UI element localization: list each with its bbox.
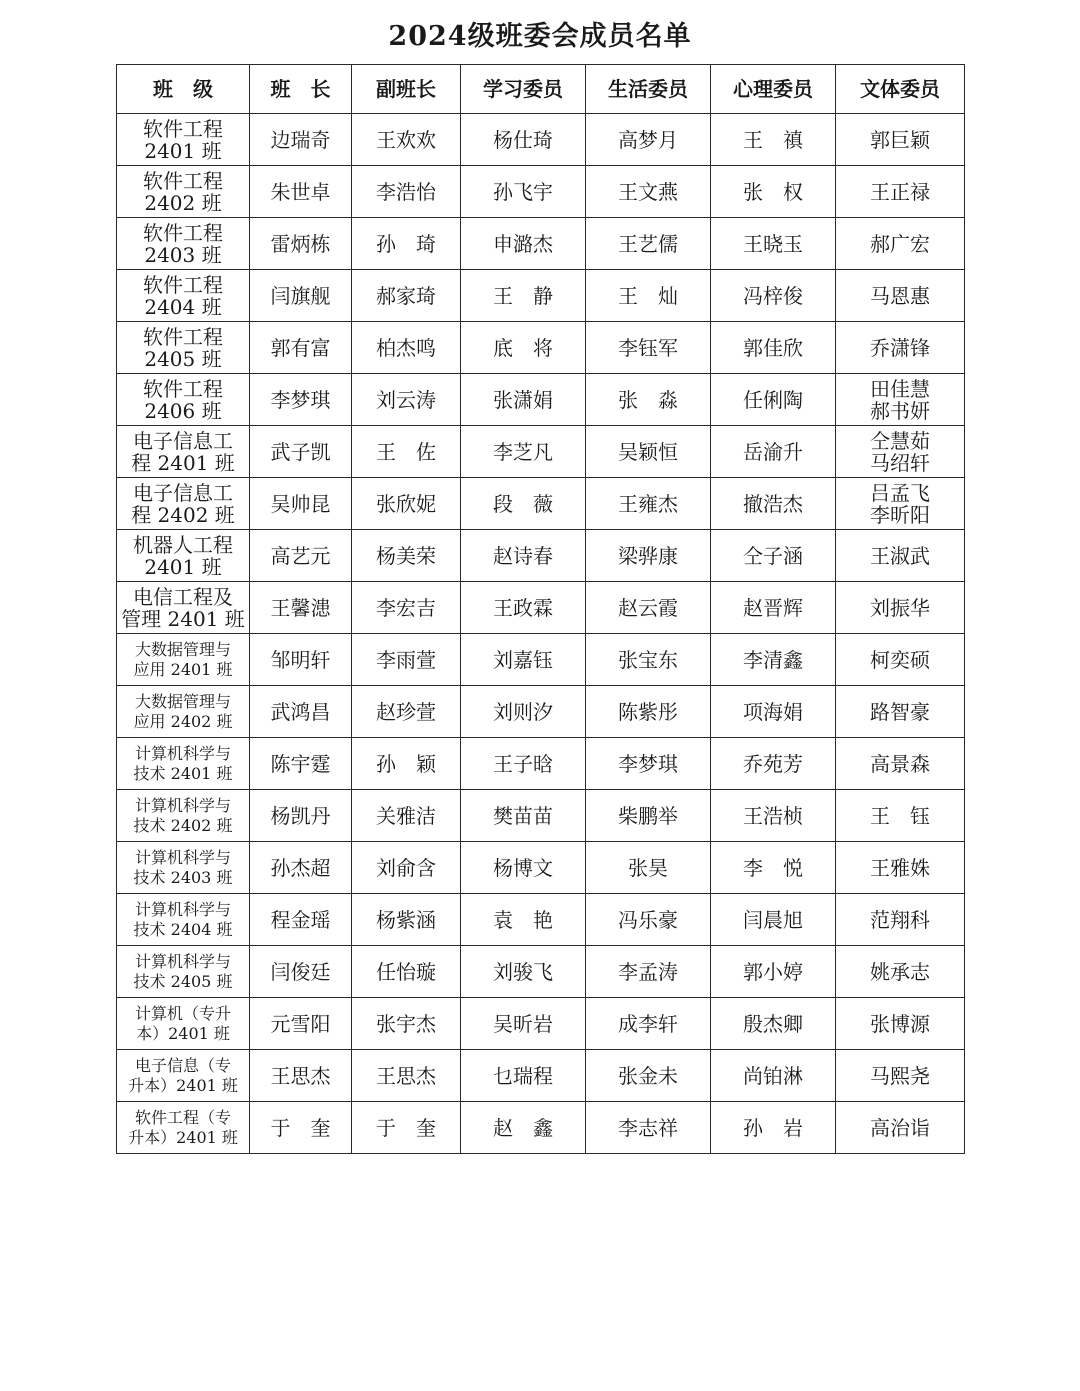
arts-name: 刘振华 (870, 595, 930, 620)
class-name-cell (117, 738, 250, 790)
class-name-cell (117, 946, 250, 998)
table-row (117, 218, 965, 270)
psych-cell: 尚铂淋 (711, 1050, 836, 1102)
class-name-line: 2403 班 (144, 242, 222, 267)
arts-cell (836, 478, 965, 530)
psych-cell: 郭小婷 (711, 946, 836, 998)
psych-cell: 赵晋辉 (711, 582, 836, 634)
psych-cell: 张 权 (711, 166, 836, 218)
arts-cell (836, 998, 965, 1050)
class-name-cell (117, 998, 250, 1050)
page-title: 2024级班委会成员名单 (388, 21, 692, 52)
vice-monitor-cell: 郝家琦 (352, 270, 461, 322)
class-name-line: 程 2401 班 (131, 450, 235, 475)
arts-name: 田佳慧 (870, 376, 930, 401)
arts-name: 王雅姝 (870, 855, 930, 880)
class-name-line: 计算机科学与 (134, 795, 231, 815)
table-row (117, 322, 965, 374)
vice-monitor-cell: 赵珍萱 (352, 686, 461, 738)
arts-name: 马恩惠 (870, 283, 930, 308)
class-name-cell (117, 270, 250, 322)
monitor-cell: 元雪阳 (250, 998, 352, 1050)
monitor-cell: 王思杰 (250, 1050, 352, 1102)
class-name-line: 计算机科学与 (134, 951, 231, 971)
vice-monitor-cell: 张欣妮 (352, 478, 461, 530)
arts-cell (836, 530, 965, 582)
class-name-line: 应用 2402 班 (133, 711, 233, 731)
table-row (117, 686, 965, 738)
vice-monitor-cell: 任怡璇 (352, 946, 461, 998)
class-name-cell (117, 478, 250, 530)
header-vice-monitor: 副班长 (352, 65, 461, 114)
class-name-line: 机器人工程 (133, 532, 233, 557)
psych-cell: 孙 岩 (711, 1102, 836, 1154)
monitor-cell: 闫俊廷 (250, 946, 352, 998)
arts-name: 路智豪 (870, 699, 930, 724)
psych-cell: 王晓玉 (711, 218, 836, 270)
class-name-line: 技术 2405 班 (133, 971, 233, 991)
table-row (117, 166, 965, 218)
table-row (117, 894, 965, 946)
table-row (117, 478, 965, 530)
study-cell: 李芝凡 (461, 426, 586, 478)
vice-monitor-cell: 刘云涛 (352, 374, 461, 426)
class-name-line: 电子信息工 (133, 428, 233, 453)
class-name-line: 电子信息工 (133, 480, 233, 505)
life-cell: 张宝东 (586, 634, 711, 686)
table-row (117, 374, 965, 426)
monitor-cell: 孙杰超 (250, 842, 352, 894)
arts-cell (836, 634, 965, 686)
vice-monitor-cell: 李宏吉 (352, 582, 461, 634)
arts-name: 柯奕硕 (870, 647, 930, 672)
class-name-line: 软件工程 (143, 168, 223, 193)
class-name-cell (117, 1102, 250, 1154)
arts-name: 姚承志 (870, 959, 930, 984)
arts-name: 高景森 (870, 751, 930, 776)
arts-cell (836, 842, 965, 894)
arts-cell (836, 322, 965, 374)
psych-cell: 仝子涵 (711, 530, 836, 582)
psych-cell: 李清鑫 (711, 634, 836, 686)
table-row (117, 1050, 965, 1102)
study-cell: 刘嘉钰 (461, 634, 586, 686)
class-name-line: 管理 2401 班 (121, 606, 245, 631)
study-cell: 刘骏飞 (461, 946, 586, 998)
study-cell: 樊苗苗 (461, 790, 586, 842)
life-cell: 李梦琪 (586, 738, 711, 790)
life-cell: 吴颖恒 (586, 426, 711, 478)
psych-cell: 郭佳欣 (711, 322, 836, 374)
class-name-line: 电子信息（专 (134, 1055, 231, 1075)
psych-cell: 冯梓俊 (711, 270, 836, 322)
arts-cell (836, 1050, 965, 1102)
header-monitor: 班 长 (250, 65, 352, 114)
monitor-cell: 杨凯丹 (250, 790, 352, 842)
life-cell: 王艺儒 (586, 218, 711, 270)
monitor-cell: 李梦琪 (250, 374, 352, 426)
vice-monitor-cell: 李雨萱 (352, 634, 461, 686)
arts-name: 仝慧茹 (870, 428, 930, 453)
class-name-cell (117, 322, 250, 374)
life-cell: 李孟涛 (586, 946, 711, 998)
study-cell: 吴昕岩 (461, 998, 586, 1050)
study-cell: 杨仕琦 (461, 114, 586, 166)
arts-name: 马熙尧 (870, 1063, 930, 1088)
arts-cell (836, 270, 965, 322)
vice-monitor-cell: 于 奎 (352, 1102, 461, 1154)
header-life: 生活委员 (586, 65, 711, 114)
header-psych: 心理委员 (711, 65, 836, 114)
arts-name: 范翔科 (870, 907, 930, 932)
class-name-line: 大数据管理与 (134, 691, 231, 711)
class-name-cell (117, 894, 250, 946)
class-name-line: 2402 班 (144, 190, 222, 215)
psych-cell: 闫晨旭 (711, 894, 836, 946)
life-cell: 赵云霞 (586, 582, 711, 634)
study-cell: 赵 鑫 (461, 1102, 586, 1154)
class-name-cell (117, 634, 250, 686)
class-name-cell (117, 374, 250, 426)
class-name-line: 技术 2403 班 (133, 867, 233, 887)
arts-cell (836, 426, 965, 478)
class-name-line: 大数据管理与 (134, 639, 231, 659)
life-cell: 王雍杰 (586, 478, 711, 530)
class-name-cell (117, 114, 250, 166)
arts-name: 吕孟飞 (870, 480, 930, 505)
psych-cell: 殷杰卿 (711, 998, 836, 1050)
class-name-cell (117, 1050, 250, 1102)
monitor-cell: 王馨漶 (250, 582, 352, 634)
monitor-cell: 于 奎 (250, 1102, 352, 1154)
arts-cell (836, 738, 965, 790)
table-row (117, 946, 965, 998)
monitor-cell: 吴帅昆 (250, 478, 352, 530)
psych-cell: 岳渝升 (711, 426, 836, 478)
header-class: 班 级 (117, 65, 250, 114)
class-name-line: 计算机科学与 (134, 899, 231, 919)
psych-cell: 乔苑芳 (711, 738, 836, 790)
life-cell: 冯乐豪 (586, 894, 711, 946)
monitor-cell: 武鸿昌 (250, 686, 352, 738)
life-cell: 王文燕 (586, 166, 711, 218)
life-cell: 高梦月 (586, 114, 711, 166)
life-cell: 张金未 (586, 1050, 711, 1102)
class-name-line: 计算机（专升 (134, 1003, 231, 1023)
vice-monitor-cell: 杨美荣 (352, 530, 461, 582)
arts-cell (836, 790, 965, 842)
vice-monitor-cell: 柏杰鸣 (352, 322, 461, 374)
arts-cell (836, 686, 965, 738)
committee-table (116, 64, 965, 1154)
arts-name: 李昕阳 (870, 502, 930, 527)
table-row (117, 530, 965, 582)
arts-cell (836, 946, 965, 998)
monitor-cell: 程金瑶 (250, 894, 352, 946)
class-name-cell (117, 166, 250, 218)
arts-name: 乔潇锋 (870, 335, 930, 360)
class-name-cell (117, 842, 250, 894)
life-cell: 李志祥 (586, 1102, 711, 1154)
table-row (117, 998, 965, 1050)
psych-cell: 王 禛 (711, 114, 836, 166)
arts-cell (836, 374, 965, 426)
life-cell: 柴鹏举 (586, 790, 711, 842)
vice-monitor-cell: 刘俞含 (352, 842, 461, 894)
life-cell: 张 淼 (586, 374, 711, 426)
class-name-line: 2401 班 (144, 554, 222, 579)
vice-monitor-cell: 李浩怡 (352, 166, 461, 218)
life-cell: 王 灿 (586, 270, 711, 322)
monitor-cell: 闫旗舰 (250, 270, 352, 322)
study-cell: 乜瑞程 (461, 1050, 586, 1102)
arts-name: 王淑武 (870, 543, 930, 568)
class-name-line: 2401 班 (144, 138, 222, 163)
monitor-cell: 郭有富 (250, 322, 352, 374)
psych-cell: 撤浩杰 (711, 478, 836, 530)
class-name-cell (117, 426, 250, 478)
arts-name: 张博源 (870, 1011, 930, 1036)
study-cell: 赵诗春 (461, 530, 586, 582)
class-name-cell (117, 686, 250, 738)
life-cell: 成李轩 (586, 998, 711, 1050)
class-name-line: 软件工程 (143, 220, 223, 245)
table-row (117, 842, 965, 894)
class-name-line: 升本）2401 班 (128, 1127, 238, 1147)
study-cell: 底 将 (461, 322, 586, 374)
study-cell: 袁 艳 (461, 894, 586, 946)
arts-cell (836, 218, 965, 270)
class-name-line: 软件工程 (143, 116, 223, 141)
life-cell: 张昊 (586, 842, 711, 894)
life-cell: 李钰军 (586, 322, 711, 374)
arts-cell (836, 114, 965, 166)
arts-name: 马绍轩 (870, 450, 930, 475)
arts-cell (836, 894, 965, 946)
class-name-line: 2404 班 (144, 294, 222, 319)
class-name-line: 升本）2401 班 (128, 1075, 238, 1095)
arts-cell (836, 582, 965, 634)
monitor-cell: 邹明轩 (250, 634, 352, 686)
class-name-line: 技术 2401 班 (133, 763, 233, 783)
monitor-cell: 朱世卓 (250, 166, 352, 218)
table-row (117, 634, 965, 686)
monitor-cell: 边瑞奇 (250, 114, 352, 166)
header-arts: 文体委员 (836, 65, 965, 114)
class-name-line: 本）2401 班 (136, 1023, 230, 1043)
vice-monitor-cell: 王欢欢 (352, 114, 461, 166)
vice-monitor-cell: 关雅洁 (352, 790, 461, 842)
table-row (117, 270, 965, 322)
study-cell: 王 静 (461, 270, 586, 322)
monitor-cell: 高艺元 (250, 530, 352, 582)
vice-monitor-cell: 张宇杰 (352, 998, 461, 1050)
study-cell: 杨博文 (461, 842, 586, 894)
study-cell: 王子晗 (461, 738, 586, 790)
arts-name: 郝书妍 (870, 398, 930, 423)
vice-monitor-cell: 孙 琦 (352, 218, 461, 270)
table-row (117, 582, 965, 634)
table-row (117, 426, 965, 478)
class-name-line: 程 2402 班 (131, 502, 235, 527)
class-name-line: 2405 班 (144, 346, 222, 371)
class-name-line: 软件工程 (143, 324, 223, 349)
class-name-line: 软件工程 (143, 376, 223, 401)
arts-name: 王正禄 (870, 179, 930, 204)
class-name-line: 2406 班 (144, 398, 222, 423)
vice-monitor-cell: 孙 颖 (352, 738, 461, 790)
table-body (117, 114, 965, 1154)
arts-cell (836, 1102, 965, 1154)
class-name-line: 技术 2402 班 (133, 815, 233, 835)
class-name-line: 计算机科学与 (134, 743, 231, 763)
table-row (117, 790, 965, 842)
class-name-line: 软件工程（专 (134, 1107, 231, 1127)
psych-cell: 李 悦 (711, 842, 836, 894)
arts-name: 王 钰 (870, 803, 930, 828)
class-name-line: 技术 2404 班 (133, 919, 233, 939)
arts-cell (836, 166, 965, 218)
vice-monitor-cell: 王 佐 (352, 426, 461, 478)
study-cell: 申潞杰 (461, 218, 586, 270)
psych-cell: 王浩桢 (711, 790, 836, 842)
class-name-line: 计算机科学与 (134, 847, 231, 867)
study-cell: 王政霖 (461, 582, 586, 634)
class-name-cell (117, 530, 250, 582)
class-name-cell (117, 218, 250, 270)
monitor-cell: 武子凯 (250, 426, 352, 478)
class-name-cell (117, 790, 250, 842)
vice-monitor-cell: 王思杰 (352, 1050, 461, 1102)
table-row (117, 1102, 965, 1154)
life-cell: 陈紫彤 (586, 686, 711, 738)
table-row (117, 738, 965, 790)
study-cell: 张潇娟 (461, 374, 586, 426)
class-name-line: 应用 2401 班 (133, 659, 233, 679)
monitor-cell: 雷炳栋 (250, 218, 352, 270)
table-row (117, 114, 965, 166)
vice-monitor-cell: 杨紫涵 (352, 894, 461, 946)
study-cell: 刘则汐 (461, 686, 586, 738)
arts-name: 郭巨颖 (870, 127, 930, 152)
class-name-line: 软件工程 (143, 272, 223, 297)
study-cell: 段 薇 (461, 478, 586, 530)
life-cell: 梁骅康 (586, 530, 711, 582)
monitor-cell: 陈宇霆 (250, 738, 352, 790)
study-cell: 孙飞宇 (461, 166, 586, 218)
header-row (117, 65, 965, 114)
class-name-cell (117, 582, 250, 634)
psych-cell: 任俐陶 (711, 374, 836, 426)
psych-cell: 项海娟 (711, 686, 836, 738)
arts-name: 高治诣 (870, 1115, 930, 1140)
arts-name: 郝广宏 (870, 231, 930, 256)
class-name-line: 电信工程及 (133, 584, 233, 609)
header-study: 学习委员 (461, 65, 586, 114)
